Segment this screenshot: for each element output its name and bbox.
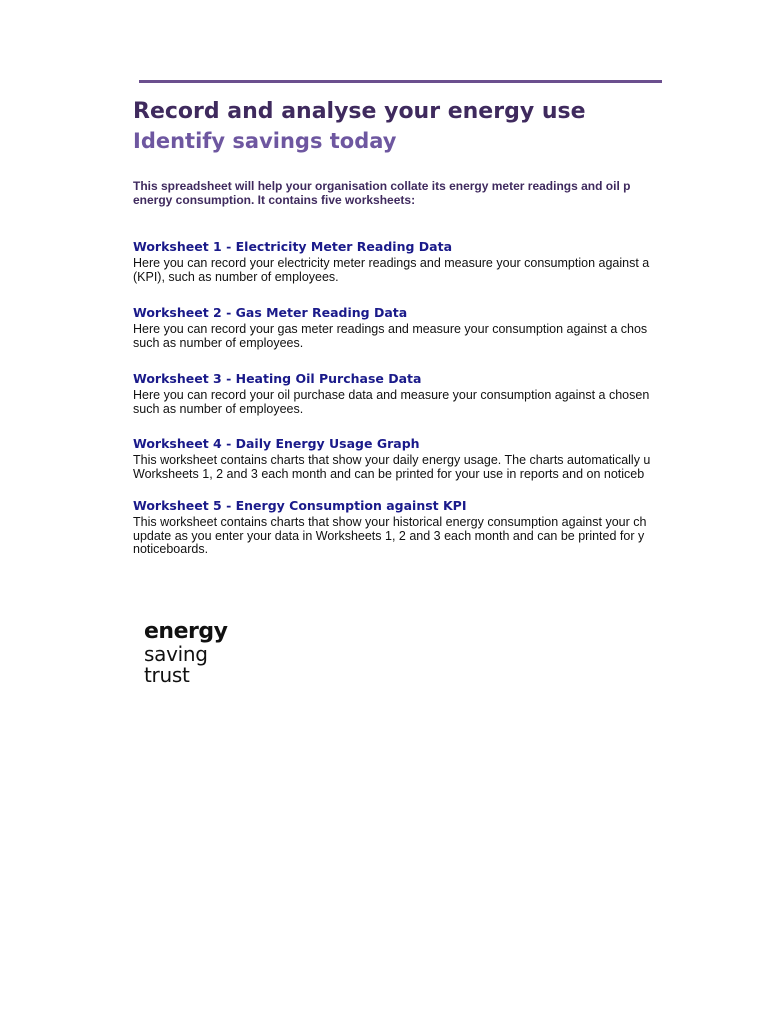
description-line: noticeboards.	[133, 542, 209, 556]
worksheet-3-heading: Worksheet 3 - Heating Oil Purchase Data	[133, 371, 422, 386]
worksheet-1-description	[133, 257, 662, 284]
description-line: Here you can record your gas meter readings and measure your consumption against a chos	[133, 322, 648, 336]
worksheet-2-section	[133, 305, 662, 350]
worksheet-2-description	[133, 323, 662, 350]
page-subtitle: Identify savings today	[133, 129, 397, 153]
worksheet-3-section	[133, 371, 662, 416]
description-line: This worksheet contains charts that show your daily energy usage. The charts automatically u	[133, 453, 651, 467]
worksheet-5-heading: Worksheet 5 - Energy Consumption against KPI	[133, 498, 467, 513]
document-body	[133, 0, 662, 1024]
intro-line: energy consumption. It contains five worksheets:	[133, 193, 416, 207]
worksheet-4-description	[133, 454, 662, 481]
worksheet-4-section	[133, 436, 662, 481]
worksheet-5-description	[133, 516, 662, 557]
worksheet-5-section	[133, 498, 662, 557]
description-line: Worksheets 1, 2 and 3 each month and can be printed for your use in reports and on noticeb	[133, 466, 645, 481]
intro-line: This spreadsheet will help your organisation collate its energy meter readings and oil p	[133, 179, 631, 193]
worksheet-3-description	[133, 389, 662, 416]
description-line: (KPI), such as number of employees.	[133, 269, 339, 284]
description-line: This worksheet contains charts that show your historical energy consumption against your ch	[133, 515, 647, 529]
page-title: Record and analyse your energy use	[133, 99, 586, 124]
logo-line-energy: energy	[144, 619, 228, 644]
description-line: such as number of employees.	[133, 335, 304, 350]
energy-saving-trust-logo	[144, 620, 254, 686]
worksheet-2-heading: Worksheet 2 - Gas Meter Reading Data	[133, 305, 408, 320]
intro-paragraph	[133, 179, 662, 207]
worksheet-1-section	[133, 239, 662, 284]
worksheet-4-heading: Worksheet 4 - Daily Energy Usage Graph	[133, 436, 420, 451]
description-line: Here you can record your oil purchase data and measure your consumption against a chosen	[133, 388, 650, 402]
description-line: Here you can record your electricity meter readings and measure your consumption against a	[133, 256, 650, 270]
description-line: such as number of employees.	[133, 401, 304, 416]
logo-line-saving: saving	[144, 642, 208, 666]
logo-line-trust: trust	[144, 663, 190, 687]
worksheet-1-heading: Worksheet 1 - Electricity Meter Reading Data	[133, 239, 453, 254]
description-line: update as you enter your data in Worksheets 1, 2 and 3 each month and can be printed for y	[133, 528, 645, 543]
